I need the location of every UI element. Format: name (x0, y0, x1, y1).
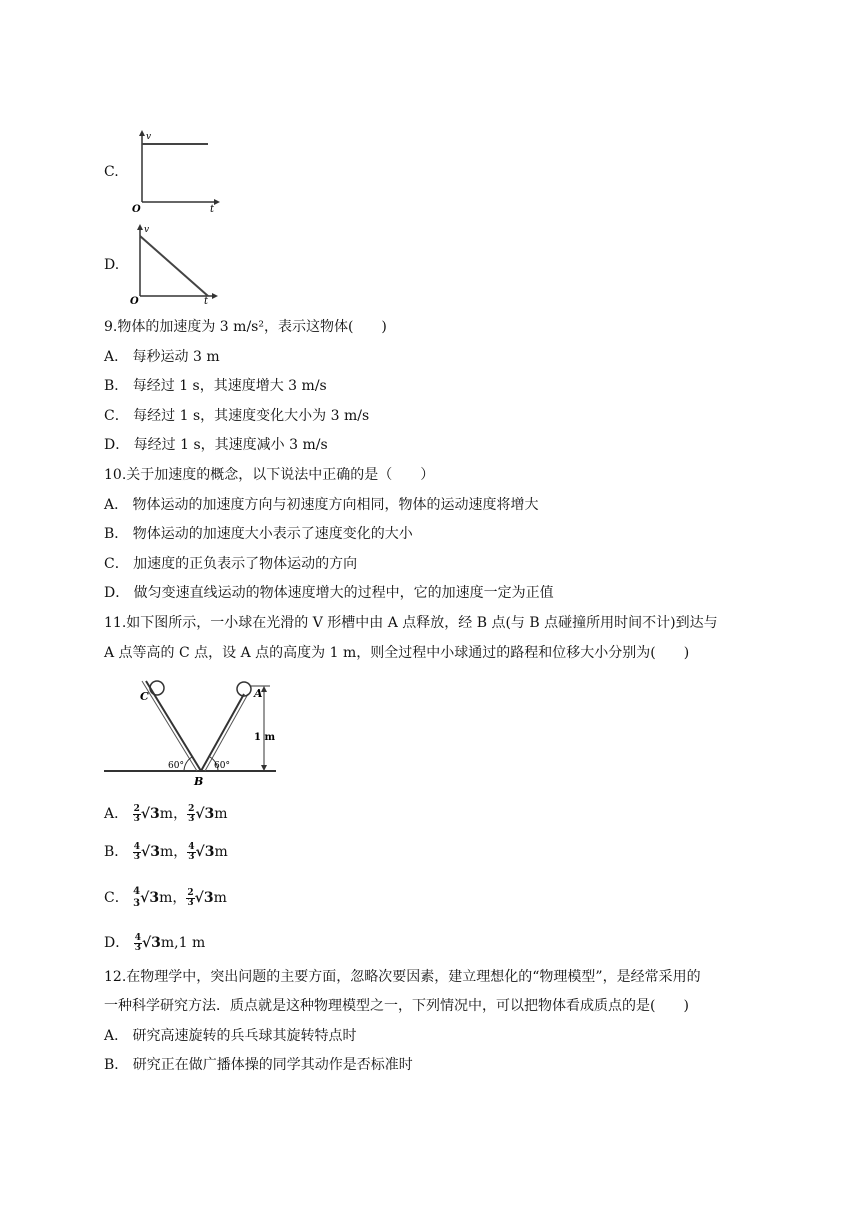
fraction: $\frac{4}{3}$ (134, 932, 141, 953)
q9-option-c: C． 每经过 1 s，其速度变化大小为 3 m/s (104, 408, 370, 424)
q11-option-b: B． $\frac{4}{3}$ √3m， $\frac{4}{3}$ √3m (104, 841, 228, 862)
q10-option-a: A． 物体运动的加速度方向与初速度方向相同，物体的运动速度将增大 (104, 497, 539, 513)
fraction: $\frac{4}{3}$ (133, 841, 141, 862)
q12-option-a: A． 研究高速旋转的兵乓球其旋转特点时 (104, 1028, 357, 1044)
graph-c (128, 128, 224, 216)
q10-option-c: C． 加速度的正负表示了物体运动的方向 (104, 556, 358, 572)
point-a-label: A (254, 687, 263, 700)
graph-c-t-label: t (210, 204, 215, 215)
fraction: $\frac{2}{3}$ (187, 887, 194, 908)
graph-d-v-label: v (144, 225, 150, 235)
fraction: $\frac{2}{3}$ (188, 803, 195, 824)
q11-option-a: A． $\frac{2}{3}$ √3m， $\frac{2}{3}$ √3m (104, 803, 228, 824)
ball-a (237, 682, 251, 696)
fraction: $\frac{4}{3}$ (188, 841, 195, 862)
fraction: 4 3 (133, 886, 141, 909)
q9-option-b: B． 每经过 1 s，其速度增大 3 m/s (104, 378, 327, 394)
ball-c (150, 681, 164, 695)
fraction: $\frac{2}{3}$ (133, 803, 140, 824)
q10-option-d: D． 做匀变速直线运动的物体速度增大的过程中，它的加速度一定为正值 (104, 585, 554, 601)
angle-left-label: 60° (168, 761, 184, 771)
v-groove-figure (104, 676, 288, 788)
angle-right-label: 60° (214, 761, 230, 771)
graph-c-v-label: v (146, 132, 152, 142)
graph-d-origin: O (130, 296, 139, 307)
q12-stem-line2: 一种科学研究方法．质点就是这种物理模型之一，下列情况中，可以把物体看成质点的是( ) (104, 998, 689, 1014)
q9-option-d: D． 每经过 1 s，其速度减小 3 m/s (104, 437, 328, 453)
q11-option-d: D． $\frac{4}{3}$ √3m,1 m (104, 932, 206, 953)
height-label: 1 m (254, 732, 276, 743)
point-c-label: C (140, 690, 149, 703)
q10-stem: 10.关于加速度的概念，以下说法中正确的是（ ） (104, 467, 435, 483)
graph-d-t-label: t (204, 296, 209, 307)
q11-stem-line1: 11.如下图所示，一小球在光滑的 V 形槽中由 A 点释放，经 B 点(与 B 点碰撞所用时间不计)到达与 (104, 615, 718, 631)
graph-c-origin: O (132, 204, 141, 215)
point-b-label: B (194, 775, 204, 788)
q9-stem: 9.物体的加速度为 3 m/s²，表示这物体( ) (104, 319, 387, 335)
q10-option-b: B． 物体运动的加速度大小表示了速度变化的大小 (104, 526, 413, 542)
q12-stem-line1: 12.在物理学中，突出问题的主要方面，忽略次要因素，建立理想化的“物理模型”，是经常采用的 (104, 969, 701, 985)
q9-option-a: A． 每秒运动 3 m (104, 349, 220, 365)
q12-option-b: B． 研究正在做广播体操的同学其动作是否标准时 (104, 1057, 413, 1073)
option-d-label: D. (104, 257, 120, 273)
q11-stem-line2: A 点等高的 C 点，设 A 点的高度为 1 m，则全过程中小球通过的路程和位移大小分别为( ) (104, 645, 690, 661)
option-c-label: C. (104, 164, 119, 180)
q11-option-c: C． 4 3 √3m， $\frac{2}{3}$ √3m (104, 886, 227, 909)
graph-d (128, 222, 224, 308)
